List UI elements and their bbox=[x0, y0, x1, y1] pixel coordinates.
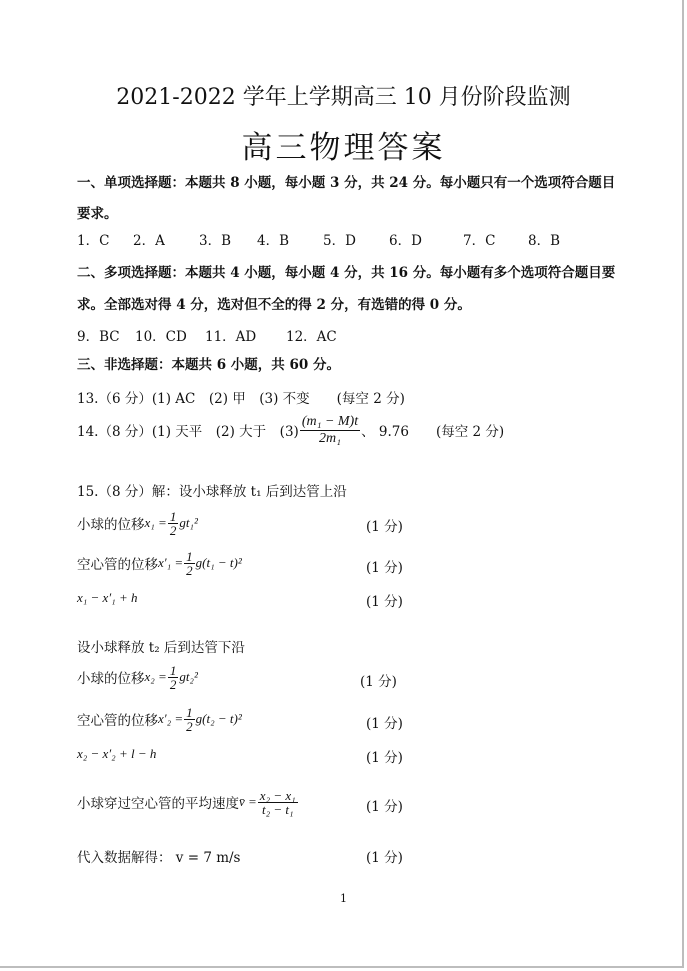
q14-fraction-numerator: (m₁ − M)t bbox=[301, 413, 359, 429]
half-fraction bbox=[168, 510, 179, 537]
q14-prefix: 14.（8 分）(1) 天平 (2) 大于 (3) bbox=[77, 424, 299, 440]
eq-x2: x₂ = bbox=[144, 669, 167, 684]
half-den: 2 bbox=[186, 562, 193, 578]
eq-gt2sq: gt₂² bbox=[179, 669, 198, 684]
q15-eq-relation2: x₂ − x′₂ + l − h bbox=[77, 746, 157, 761]
q14-suffix: 、 9.76 (每空 2 分) bbox=[361, 424, 505, 440]
answer-2: 2．A bbox=[133, 233, 165, 249]
page-number: 1 bbox=[340, 892, 347, 905]
score-6: (1 分) bbox=[366, 750, 403, 766]
answer-title: 高三物理答案 bbox=[241, 130, 446, 166]
q15-eq-tube-t2 bbox=[77, 704, 242, 734]
score-1: (1 分) bbox=[366, 519, 403, 535]
tube-displacement-label: 空心管的位移 bbox=[77, 557, 158, 573]
q14-fraction-denominator: 2m₁ bbox=[300, 430, 360, 447]
answer-5: 5．D bbox=[323, 233, 356, 249]
answer-11: 11．AD bbox=[205, 329, 257, 345]
answer-6: 6．D bbox=[389, 233, 422, 249]
q13-answer: 13.（6 分）(1) AC (2) 甲 (3) 不变 (每空 2 分) bbox=[77, 391, 405, 407]
q15-eq-relation1: x₁ − x′₁ + h bbox=[77, 590, 138, 605]
half-fraction bbox=[184, 706, 195, 733]
q14-fraction bbox=[300, 414, 360, 447]
eq-g-t1-minus-t: g(t₁ − t)² bbox=[195, 555, 242, 570]
result-value: v = 7 m/s bbox=[175, 850, 241, 866]
answer-8: 8．B bbox=[528, 233, 561, 249]
eq-x1-prime: x′₁ = bbox=[158, 555, 184, 570]
answer-7: 7．C bbox=[463, 233, 496, 249]
section2-heading-line2: 求。全部选对得 4 分，选对但不全的得 2 分，有选错的得 0 分。 bbox=[77, 297, 471, 313]
half-den: 2 bbox=[169, 522, 177, 538]
half-fraction bbox=[168, 664, 179, 691]
half-num: 1 bbox=[186, 548, 193, 564]
answer-4: 4．B bbox=[257, 233, 290, 249]
eq-v-bar: v̄ = bbox=[239, 794, 257, 809]
answer-3: 3．B bbox=[199, 233, 232, 249]
half-num: 1 bbox=[169, 508, 177, 524]
q15-eq-tube-t1 bbox=[77, 548, 242, 578]
eq-gt1sq: gt₁² bbox=[179, 515, 198, 530]
half-fraction bbox=[184, 550, 195, 577]
result-label: 代入数据解得： bbox=[77, 850, 172, 866]
answer-10: 10．CD bbox=[135, 329, 187, 345]
answer-1: 1．C bbox=[77, 233, 110, 249]
q15-eq-average-velocity bbox=[77, 785, 299, 819]
section1-heading-line1: 一、单项选择题：本题共 8 小题，每小题 3 分，共 24 分。每小题只有一个选项符合题目 bbox=[77, 175, 616, 191]
section1-heading-line2: 要求。 bbox=[77, 206, 118, 222]
exam-title: 2021-2022 学年上学期高三 10 月份阶段监测 bbox=[116, 85, 571, 110]
score-4: (1 分) bbox=[360, 674, 397, 690]
velocity-fraction bbox=[258, 789, 298, 816]
ball-displacement-label: 小球的位移 bbox=[77, 517, 145, 533]
half-num: 1 bbox=[186, 704, 193, 720]
average-velocity-label: 小球穿过空心管的平均速度 bbox=[77, 796, 239, 812]
q15-second-intro: 设小球释放 t₂ 后到达管下沿 bbox=[77, 640, 245, 656]
q15-result bbox=[77, 846, 240, 866]
half-num: 1 bbox=[169, 662, 177, 678]
eq-g-t2-minus-t: g(t₂ − t)² bbox=[195, 711, 242, 726]
half-den: 2 bbox=[186, 718, 193, 734]
score-2: (1 分) bbox=[366, 560, 403, 576]
section3-heading: 三、非选择题：本题共 6 小题，共 60 分。 bbox=[77, 357, 340, 373]
tube-displacement-label: 空心管的位移 bbox=[77, 713, 158, 729]
half-den: 2 bbox=[169, 676, 177, 692]
q15-intro: 15.（8 分）解：设小球释放 t₁ 后到达管上沿 bbox=[77, 484, 347, 500]
score-8: (1 分) bbox=[366, 850, 403, 866]
velocity-den: t₂ − t₁ bbox=[258, 802, 298, 816]
velocity-num: x₂ − x₁ bbox=[259, 787, 296, 803]
score-5: (1 分) bbox=[366, 716, 403, 732]
answer-12: 12．AC bbox=[286, 329, 337, 345]
eq-x2-prime: x′₂ = bbox=[158, 711, 184, 726]
answer-9: 9．BC bbox=[77, 329, 120, 345]
q15-eq-ball-t1 bbox=[77, 508, 198, 538]
q15-eq-ball-t2 bbox=[77, 662, 198, 692]
ball-displacement-label: 小球的位移 bbox=[77, 671, 145, 687]
section2-heading-line1: 二、多项选择题：本题共 4 小题，每小题 4 分，共 16 分。每小题有多个选项符合题目要 bbox=[77, 265, 616, 281]
eq-x1: x₁ = bbox=[144, 515, 167, 530]
score-3: (1 分) bbox=[366, 594, 403, 610]
score-7: (1 分) bbox=[366, 799, 403, 815]
q14-answer bbox=[77, 410, 504, 450]
